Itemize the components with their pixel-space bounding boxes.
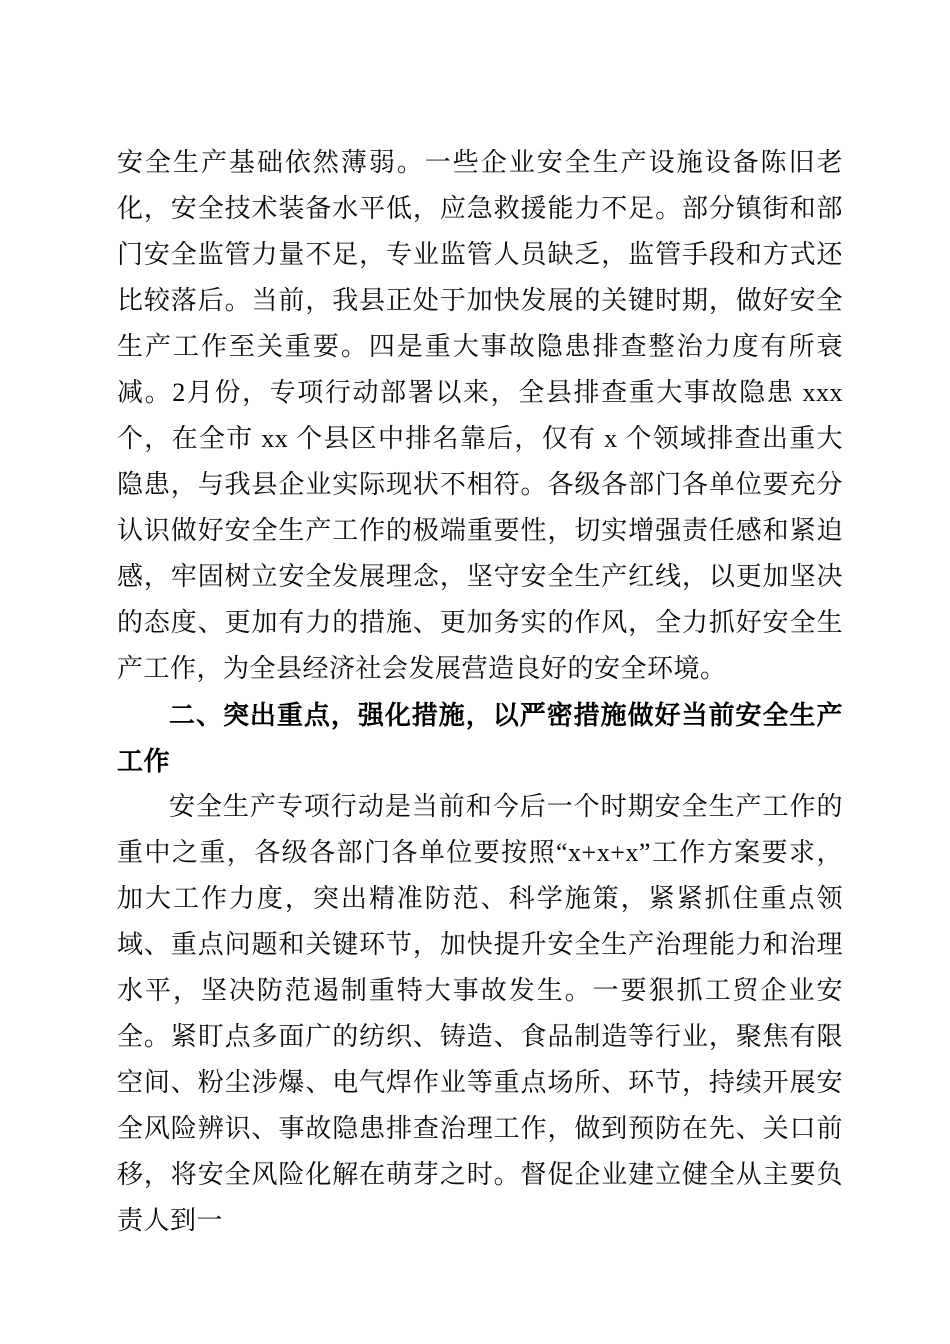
paragraph-continuation: 安全生产基础依然薄弱。一些企业安全生产设施设备陈旧老化，安全技术装备水平低，应急救援能力不足。部分镇街和部门安全监管力量不足，专业监管人员缺乏，监管手段和方式还比较落后。当前，我县正处于加快发展的关键时期，做好安全生产工作至关重要。四是重大事故隐患排查整治力度有所衰减。2月份，专项行动部署以来，全县排查重大事故隐患 xxx 个，在全市 xx 个县区中排名靠后，仅有 x 个领域排查出重大隐患，与我县企业实际现状不相符。各级各部门各单位要充分认识做好安全生产工作的极端重要性，切实增强责任感和紧迫感，牢固树立安全发展理念，坚守安全生产红线，以更加坚决的态度、更加有力的措施、更加务实的作风，全力抓好安全生产工作，为全县经济社会发展营造良好的安全环境。: [117, 148, 843, 683]
paragraph-body: 安全生产专项行动是当前和今后一个时期安全生产工作的重中之重，各级各部门各单位要按照“x+x+x”工作方案要求，加大工作力度，突出精准防范、科学施策，紧紧抓住重点领域、重点问题和关键环节，加快提升安全生产治理能力和治理水平，坚决防范遏制重特大事故发生。一要狠抓工贸企业安全。紧盯点多面广的纺织、铸造、食品制造等行业，聚焦有限空间、粉尘涉爆、电气焊作业等重点场所、环节，持续开展安全风险辨识、事故隐患排查治理工作，做到预防在先、关口前移，将安全风险化解在萌芽之时。督促企业建立健全从主要负责人到一: [117, 792, 843, 1235]
section-heading: 二、突出重点，强化措施，以严密措施做好当前安全生产工作: [117, 700, 843, 776]
